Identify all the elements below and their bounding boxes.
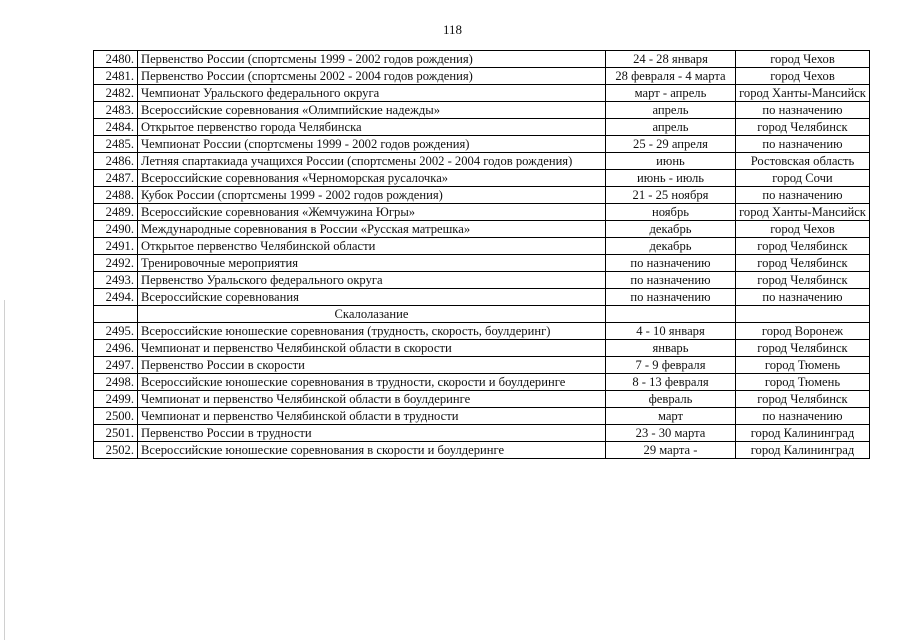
- event-dates: июнь - июль: [606, 170, 736, 187]
- event-place: город Челябинск: [736, 272, 870, 289]
- event-place: город Челябинск: [736, 238, 870, 255]
- competition-schedule-table: [93, 50, 870, 459]
- event-name: Первенство Уральского федерального округа: [138, 272, 606, 289]
- row-number: 2487.: [94, 170, 138, 187]
- event-dates: 24 - 28 января: [606, 51, 736, 68]
- section-title: Скалолазание: [138, 306, 606, 323]
- event-name: Всероссийские юношеские соревнования в трудности, скорости и боулдеринге: [138, 374, 606, 391]
- event-dates: 28 февраля - 4 марта: [606, 68, 736, 85]
- row-number: 2496.: [94, 340, 138, 357]
- event-name: Первенство России в скорости: [138, 357, 606, 374]
- event-name: Первенство России (спортсмены 1999 - 2002 годов рождения): [138, 51, 606, 68]
- row-number: 2489.: [94, 204, 138, 221]
- event-place: по назначению: [736, 187, 870, 204]
- event-dates: ноябрь: [606, 204, 736, 221]
- section-spacer-cell: [94, 306, 138, 323]
- row-number: 2486.: [94, 153, 138, 170]
- row-number: 2481.: [94, 68, 138, 85]
- row-number: 2495.: [94, 323, 138, 340]
- event-place: Ростовская область: [736, 153, 870, 170]
- table-row: [94, 289, 870, 306]
- event-dates: 29 марта -: [606, 442, 736, 459]
- row-number: 2484.: [94, 119, 138, 136]
- event-place: город Чехов: [736, 221, 870, 238]
- event-dates: март - апрель: [606, 85, 736, 102]
- row-number: 2493.: [94, 272, 138, 289]
- event-place: по назначению: [736, 102, 870, 119]
- table-row: [94, 323, 870, 340]
- event-name: Первенство России (спортсмены 2002 - 2004 годов рождения): [138, 68, 606, 85]
- event-name: Чемпионат России (спортсмены 1999 - 2002 годов рождения): [138, 136, 606, 153]
- event-dates: 23 - 30 марта: [606, 425, 736, 442]
- event-place: по назначению: [736, 289, 870, 306]
- row-number: 2492.: [94, 255, 138, 272]
- table-row: [94, 170, 870, 187]
- table-row: [94, 119, 870, 136]
- row-number: 2498.: [94, 374, 138, 391]
- scan-margin-line: [4, 300, 5, 640]
- table-row: [94, 374, 870, 391]
- event-dates: февраль: [606, 391, 736, 408]
- event-place: город Воронеж: [736, 323, 870, 340]
- event-dates: апрель: [606, 102, 736, 119]
- event-place: город Челябинск: [736, 391, 870, 408]
- event-name: Всероссийские соревнования «Олимпийские надежды»: [138, 102, 606, 119]
- event-place: город Ханты-Мансийск: [736, 204, 870, 221]
- table-row: [94, 221, 870, 238]
- event-dates: по назначению: [606, 289, 736, 306]
- event-place: город Тюмень: [736, 357, 870, 374]
- event-dates: март: [606, 408, 736, 425]
- event-place: город Челябинск: [736, 119, 870, 136]
- row-number: 2491.: [94, 238, 138, 255]
- row-number: 2483.: [94, 102, 138, 119]
- table-row: [94, 187, 870, 204]
- event-place: город Чехов: [736, 68, 870, 85]
- event-dates: по назначению: [606, 272, 736, 289]
- event-name: Всероссийские соревнования «Черноморская русалочка»: [138, 170, 606, 187]
- event-place: город Сочи: [736, 170, 870, 187]
- event-name: Кубок России (спортсмены 1999 - 2002 годов рождения): [138, 187, 606, 204]
- event-dates: 21 - 25 ноября: [606, 187, 736, 204]
- row-number: 2488.: [94, 187, 138, 204]
- event-dates: 8 - 13 февраля: [606, 374, 736, 391]
- table-row: [94, 85, 870, 102]
- event-name: Летняя спартакиада учащихся России (спортсмены 2002 - 2004 годов рождения): [138, 153, 606, 170]
- table-row: [94, 238, 870, 255]
- event-name: Всероссийские соревнования: [138, 289, 606, 306]
- table-row: [94, 102, 870, 119]
- row-number: 2500.: [94, 408, 138, 425]
- table-row: [94, 68, 870, 85]
- event-name: Всероссийские юношеские соревнования в скорости и боулдеринге: [138, 442, 606, 459]
- schedule-body: [94, 51, 870, 459]
- table-row: [94, 204, 870, 221]
- event-name: Чемпионат и первенство Челябинской области в боулдеринге: [138, 391, 606, 408]
- page-number: 118: [442, 22, 463, 37]
- table-row: [94, 357, 870, 374]
- section-spacer-cell: [736, 306, 870, 323]
- row-number: 2490.: [94, 221, 138, 238]
- event-name: Всероссийские юношеские соревнования (трудность, скорость, боулдеринг): [138, 323, 606, 340]
- event-place: город Ханты-Мансийск: [736, 85, 870, 102]
- event-dates: 7 - 9 февраля: [606, 357, 736, 374]
- row-number: 2485.: [94, 136, 138, 153]
- table-row: [94, 391, 870, 408]
- row-number: 2494.: [94, 289, 138, 306]
- event-name: Открытое первенство города Челябинска: [138, 119, 606, 136]
- event-dates: апрель: [606, 119, 736, 136]
- event-name: Международные соревнования в России «Русская матрешка»: [138, 221, 606, 238]
- event-name: Тренировочные мероприятия: [138, 255, 606, 272]
- event-place: по назначению: [736, 408, 870, 425]
- table-row: [94, 340, 870, 357]
- event-name: Всероссийские соревнования «Жемчужина Югры»: [138, 204, 606, 221]
- table-row: [94, 136, 870, 153]
- event-dates: декабрь: [606, 238, 736, 255]
- event-dates: 25 - 29 апреля: [606, 136, 736, 153]
- table-row: [94, 425, 870, 442]
- table-row: [94, 408, 870, 425]
- event-place: город Калининград: [736, 442, 870, 459]
- table-row: [94, 153, 870, 170]
- table-row: [94, 272, 870, 289]
- row-number: 2497.: [94, 357, 138, 374]
- event-dates: январь: [606, 340, 736, 357]
- event-place: город Калининград: [736, 425, 870, 442]
- event-dates: 4 - 10 января: [606, 323, 736, 340]
- table-row: [94, 255, 870, 272]
- event-dates: декабрь: [606, 221, 736, 238]
- event-place: город Челябинск: [736, 340, 870, 357]
- section-spacer-cell: [606, 306, 736, 323]
- table-row: [94, 51, 870, 68]
- event-place: город Тюмень: [736, 374, 870, 391]
- event-name: Первенство России в трудности: [138, 425, 606, 442]
- event-place: по назначению: [736, 136, 870, 153]
- row-number: 2482.: [94, 85, 138, 102]
- row-number: 2499.: [94, 391, 138, 408]
- row-number: 2501.: [94, 425, 138, 442]
- event-name: Чемпионат и первенство Челябинской области в скорости: [138, 340, 606, 357]
- event-place: город Чехов: [736, 51, 870, 68]
- section-header-row: [94, 306, 870, 323]
- row-number: 2480.: [94, 51, 138, 68]
- event-name: Чемпионат и первенство Челябинской области в трудности: [138, 408, 606, 425]
- table-row: [94, 442, 870, 459]
- row-number: 2502.: [94, 442, 138, 459]
- event-name: Чемпионат Уральского федерального округа: [138, 85, 606, 102]
- event-name: Открытое первенство Челябинской области: [138, 238, 606, 255]
- event-dates: по назначению: [606, 255, 736, 272]
- event-place: город Челябинск: [736, 255, 870, 272]
- event-dates: июнь: [606, 153, 736, 170]
